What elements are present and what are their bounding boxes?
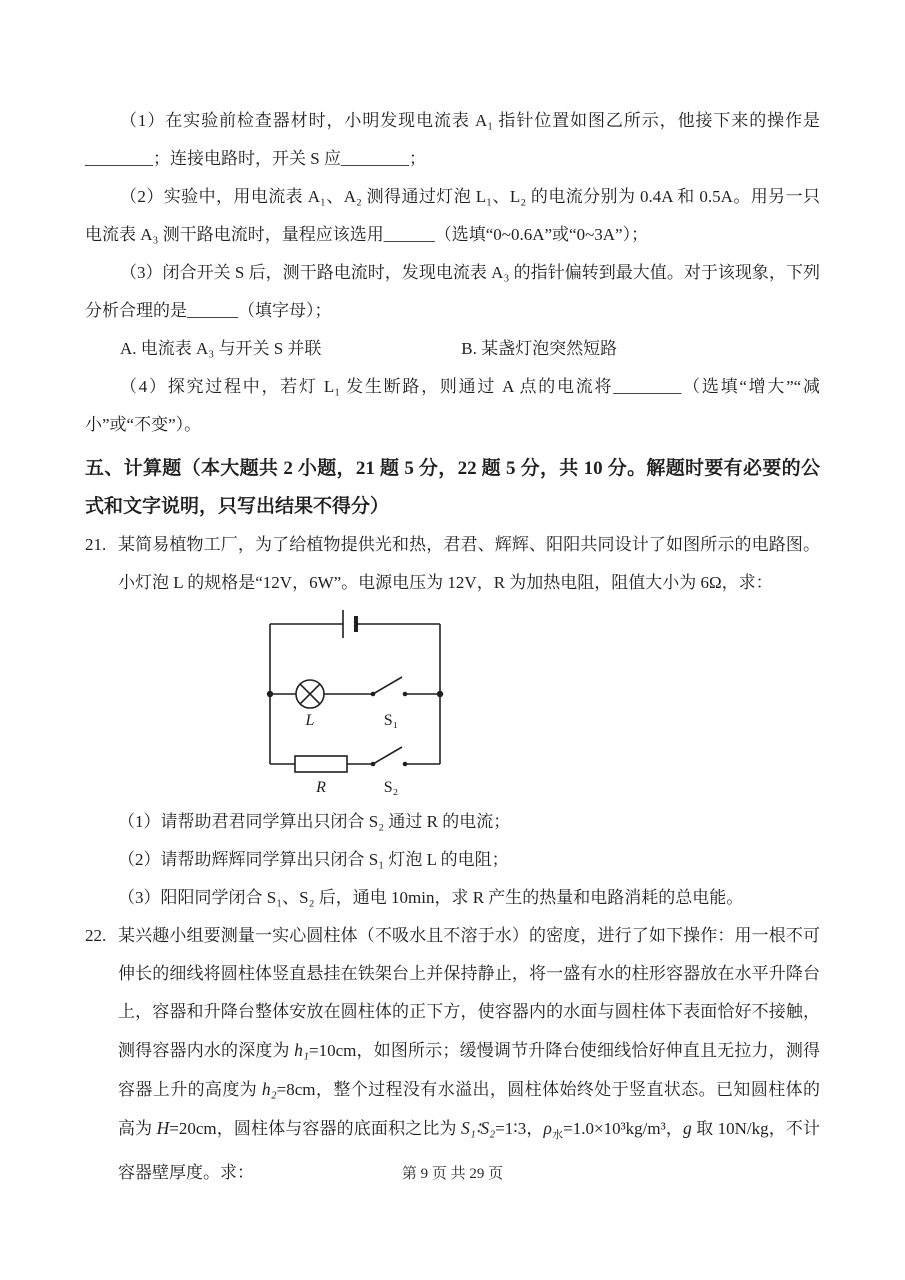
option-b-text: B. 某盏灯泡突然短路 [461, 339, 618, 358]
circuit-svg [255, 606, 455, 796]
circuit-labels [305, 712, 399, 796]
question-22-body [118, 917, 820, 1192]
page-number-footer: 第 9 页 共 29 页 [401, 1166, 504, 1182]
question-21-sub3: （3）阳阳同学闭合 S₁、S₂ 后，通电 10min，求 R 产生的热量和电路消耗的总电能。 [118, 888, 744, 907]
q22-seg5: ， [526, 1119, 544, 1138]
math-rho-var: ρ [543, 1118, 552, 1138]
q22-seg2: ，如图所示；缓慢调节升降台使细线恰好伸直且无拉力，测得容器上升的高度为 [118, 1041, 821, 1099]
question-22 [85, 917, 820, 1192]
math-ratio-var: S₁∶S₂ [460, 1118, 496, 1138]
switch2-contact-dot [403, 762, 408, 767]
switch1-blade-icon [373, 677, 402, 694]
junction-dot-right [437, 691, 443, 697]
switch2-pivot-dot [371, 762, 376, 767]
question-1-text: （1）在实验前检查器材时，小明发现电流表 A₁ 指针位置如图乙所示，他接下来的操作是________；连接电路时，开关 S 应________； [85, 111, 820, 168]
section-5-title: 五、计算题（本大题共 2 小题，21 题 5 分，22 题 5 分，共 10 分。解题时要有必要的公式和文字说明，只写出结果不得分） [85, 458, 820, 517]
q22-seg1: 某兴趣小组要测量一实心圆柱体（不吸水且不溶于水）的密度，进行了如下操作：用一根不可伸长的细线将圆柱体竖直悬挂在铁架台上并保持静止，将一盛有水的柱形容器放在水平升降台上，容器和升降台整体安放在圆柱体的正下方，使容器内的水面与圆柱体下表面恰好不接触，测得容器内水的深度为 [118, 926, 820, 1060]
question-2-text: （2）实验中，用电流表 A₁、A₂ 测得通过灯泡 L₁、L₂ 的电流分别为 0.4A 和 0.5A。用另一只电流表 A₃ 测干路电流时，量程应该选用______（选填“0~0.6A”或“0~3A”）； [85, 187, 820, 244]
math-ratio-val: =1∶3 [495, 1119, 527, 1138]
resistor-icon [295, 756, 347, 772]
question-21-number: 21. [85, 535, 107, 554]
math-H-var: H [156, 1118, 170, 1138]
junction-dot-left [267, 691, 273, 697]
question-22-number: 22. [85, 926, 107, 945]
question-4-text: （4）探究过程中，若灯 L₁ 发生断路，则通过 A 点的电流将________（选填“增大”“减小”或“不变”）。 [85, 377, 820, 434]
q22-seg6: ， [665, 1119, 683, 1138]
option-a-text: A. 电流表 A₃ 与开关 S 并联 [120, 339, 322, 358]
question-21-stem: 某简易植物工厂，为了给植物提供光和热，君君、辉辉、阳阳共同设计了如图所示的电路图。小灯泡 L 的规格是“12V，6W”。电源电压为 12V，R 为加热电阻，阻值大小为 6Ω，求： [118, 535, 820, 592]
math-g-var: g [683, 1118, 692, 1138]
q22-seg4: ，圆柱体与容器的底面积之比为 [216, 1119, 461, 1138]
lamp-label: L [305, 712, 315, 729]
switch1-pivot-dot [371, 692, 376, 697]
switch1-label: S₁ [383, 712, 399, 729]
question-3-text: （3）闭合开关 S 后，测干路电流时，发现电流表 A₃ 的指针偏转到最大值。对于该现象，下列分析合理的是______（填字母）； [85, 263, 820, 320]
math-rho-sub: 水 [551, 1129, 564, 1141]
question-21-sub2: （2）请帮助辉辉同学算出只闭合 S₁ 灯泡 L 的电阻； [118, 850, 509, 869]
question-21-body [118, 526, 820, 602]
question-21 [85, 526, 820, 602]
switch1-contact-dot [403, 692, 408, 697]
math-rho-val: =1.0×10³kg/m³ [563, 1119, 666, 1138]
resistor-label: R [316, 779, 326, 796]
q22-seg3: ，整个过程没有水溢出，圆柱体始终处于竖直状态。已知圆柱体的高为 [118, 1080, 821, 1138]
switch2-blade-icon [373, 747, 402, 764]
math-h2-val: =8cm [276, 1080, 316, 1099]
math-h1-var: h₁ [294, 1040, 309, 1060]
q22-seg7: 取 10N/kg，不计容器壁厚度。求： [118, 1119, 821, 1182]
math-h2-var: h₂ [261, 1079, 277, 1099]
circuit-junctions [267, 691, 443, 767]
switch2-label: S₂ [383, 779, 399, 796]
question-3-options [85, 330, 820, 368]
math-h1-val: =10cm [309, 1041, 357, 1060]
question-21-sub1: （1）请帮助君君同学算出只闭合 S₂ 通过 R 的电流； [118, 812, 511, 831]
circuit-diagram [255, 606, 820, 801]
circuit-wires [270, 610, 440, 772]
math-H-val: =20cm [169, 1119, 217, 1138]
question-22-stem [118, 917, 820, 1192]
